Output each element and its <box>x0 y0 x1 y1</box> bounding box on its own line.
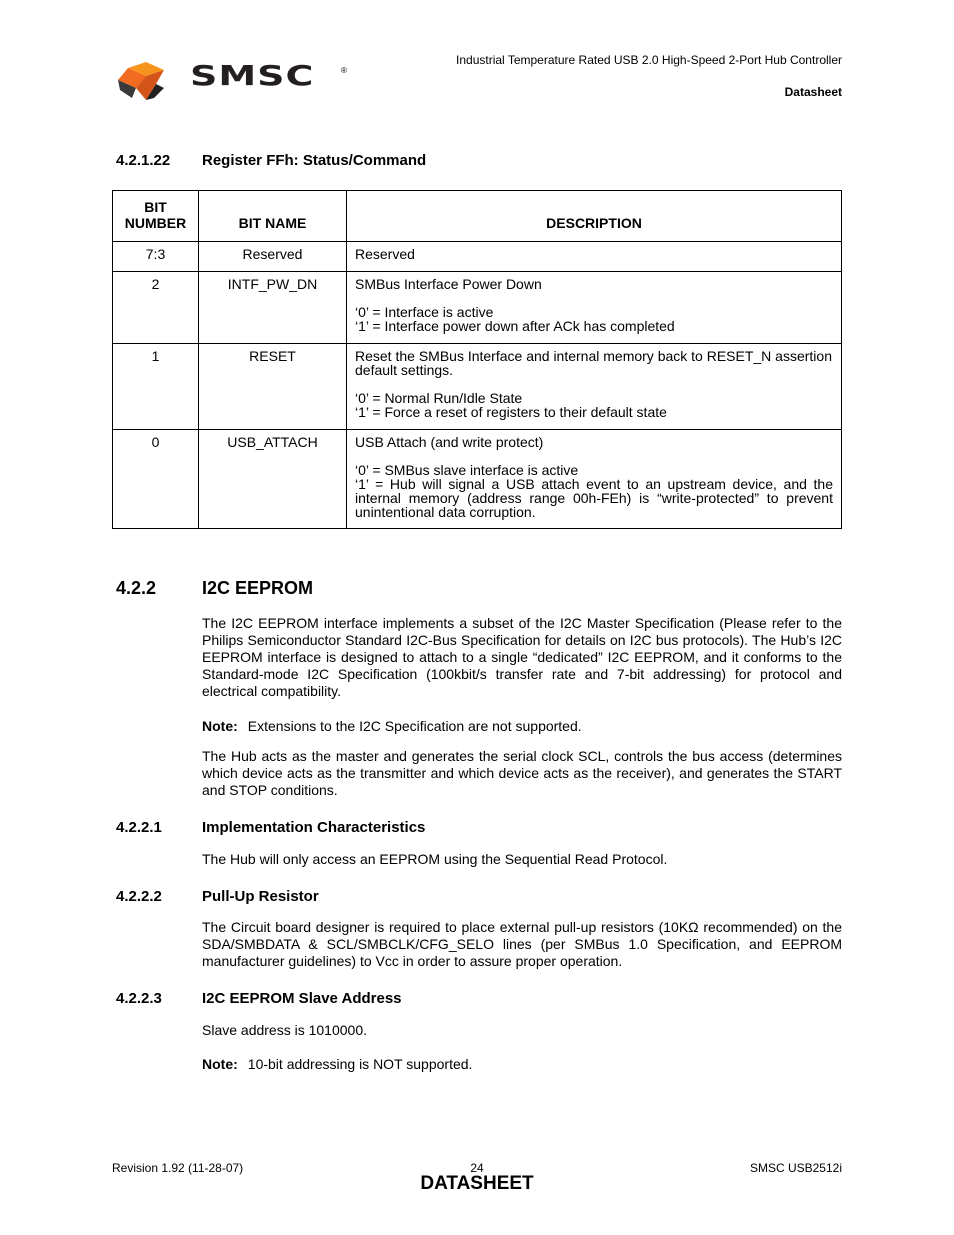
section-number: 4.2.2.1 <box>116 819 162 836</box>
table-row <box>113 242 842 272</box>
header-bit-number: BIT NUMBER <box>113 191 199 242</box>
section-title: Pull-Up Resistor <box>202 888 319 905</box>
cell-bit: 2 <box>113 272 199 344</box>
section-heading-4-2-1-22 <box>116 152 816 172</box>
cell-bit: 1 <box>113 344 199 430</box>
section-heading-4-2-2-2 <box>116 888 816 908</box>
i2c-eeprom-intro-paragraph: The I2C EEPROM interface implements a subset of the I2C Master Specification (Please refer to the Philips Semiconductor Standard I2C-Bus Specification for details on I2C bus protocols). The Hub’s I2C EEPROM interface is designed to attach to a single “dedicated” I2C EEPROM, and it conforms to the Standard-mode I2C Specification (100kbit/s transfer rate and 7-bit addressing) for protocol and electrical compatibility. <box>202 615 842 699</box>
table-row <box>113 344 842 430</box>
footer-revision: Revision 1.92 (11-28-07) <box>112 1161 244 1175</box>
implementation-paragraph: The Hub will only access an EEPROM using the Sequential Read Protocol. <box>202 851 668 867</box>
register-table <box>112 190 842 529</box>
cell-bit: 0 <box>113 430 199 529</box>
footer-page-number: 24 <box>470 1161 484 1175</box>
section-number: 4.2.2.3 <box>116 990 162 1007</box>
table-row <box>113 272 842 344</box>
note-text: Extensions to the I2C Specification are not supported. <box>247 718 582 734</box>
cell-name: INTF_PW_DN <box>199 272 347 344</box>
cell-bit: 7:3 <box>113 242 199 272</box>
note-i2c-extensions <box>202 718 842 735</box>
section-heading-4-2-2-1 <box>116 819 816 839</box>
table-row <box>113 430 842 529</box>
cell-name: USB_ATTACH <box>199 430 347 529</box>
cell-description: Reserved <box>347 242 842 272</box>
cell-description: SMBus Interface Power Down ‘0’ = Interface is active ‘1’ = Interface power down after ACk has completed <box>347 272 842 344</box>
header-description: DESCRIPTION <box>347 191 842 242</box>
note-text: 10-bit addressing is NOT supported. <box>247 1056 473 1072</box>
note-label: Note: <box>202 1056 238 1072</box>
cell-name: RESET <box>199 344 347 430</box>
section-title: I2C EEPROM Slave Address <box>202 990 402 1007</box>
note-10bit-addressing <box>202 1056 842 1073</box>
footer-datasheet-banner: DATASHEET <box>420 1173 534 1194</box>
slave-address-paragraph: Slave address is 1010000. <box>202 1022 367 1038</box>
section-number: 4.2.2 <box>116 578 157 598</box>
hub-master-paragraph: The Hub acts as the master and generates the serial clock SCL, controls the bus access (determines which device acts as the transmitter and which device acts as the receiver), and generates the START and STOP conditions. <box>202 748 842 798</box>
section-number: 4.2.1.22 <box>116 152 171 169</box>
registered-mark: ® <box>341 66 347 75</box>
section-number: 4.2.2.2 <box>116 888 162 905</box>
cell-description: Reset the SMBus Interface and internal memory back to RESET_N assertion default settings. ‘0’ = Normal Run/Idle State ‘1’ = Force a reset of registers to their default state <box>347 344 842 430</box>
logo-wordmark: SMSC <box>190 60 315 92</box>
document-title: Industrial Temperature Rated USB 2.0 High-Speed 2-Port Hub Controller <box>456 53 842 67</box>
smsc-logo <box>116 60 356 102</box>
section-title: Implementation Characteristics <box>202 819 426 836</box>
section-heading-4-2-2 <box>116 578 816 602</box>
cell-description: USB Attach (and write protect) ‘0’ = SMBus slave interface is active ‘1’ = Hub will signal a USB attach event to an upstream device, and the internal memory (address range 00h-FEh) is “write-protected” to prevent unintentional data corruption. <box>347 430 842 529</box>
header-bit-name: BIT NAME <box>199 191 347 242</box>
footer-product: SMSC USB2512i <box>749 1161 842 1175</box>
section-title: I2C EEPROM <box>202 578 314 598</box>
table-header-row <box>113 191 842 242</box>
note-label: Note: <box>202 718 238 734</box>
pull-up-paragraph: The Circuit board designer is required to place external pull-up resistors (10KΩ recommended) on the SDA/SMBDATA & SCL/SMBCLK/CFG_SELO lines (per SMBus 1.0 Specification, and EEPROM manufacturer guidelines) to Vcc in order to assure proper operation. <box>202 919 842 969</box>
document-type: Datasheet <box>784 85 842 99</box>
section-title: Register FFh: Status/Command <box>202 152 427 169</box>
cell-name: Reserved <box>199 242 347 272</box>
section-heading-4-2-2-3 <box>116 990 816 1010</box>
